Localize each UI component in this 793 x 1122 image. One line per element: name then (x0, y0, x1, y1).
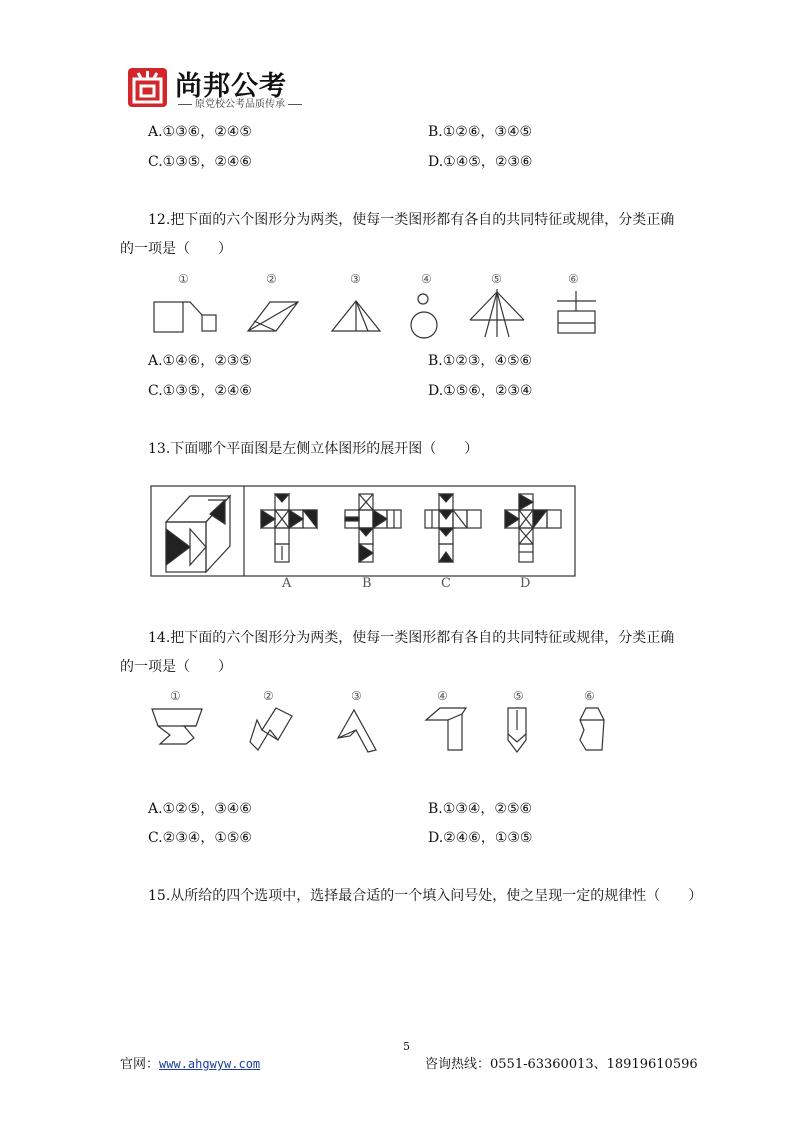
q13-cube (166, 496, 230, 572)
q14-figure-label-1: ① (170, 689, 181, 703)
q13-label-b: B (362, 576, 372, 591)
q13-label-c: C (441, 576, 451, 591)
q14-figure-3 (338, 710, 376, 752)
q13-net-a (261, 494, 317, 562)
q12-figure-label-4: ④ (421, 272, 432, 286)
q13-net-c (425, 494, 481, 562)
q13-net-b (345, 494, 401, 562)
q14-figure-2 (250, 708, 292, 750)
q14-figure-label-5: ⑤ (513, 689, 524, 703)
q14-figure-label-3: ③ (351, 689, 362, 703)
brand-logo-icon (127, 67, 168, 108)
q14-figure-6 (580, 708, 604, 750)
q13-label-d: D (520, 576, 531, 591)
q13-stem: 13.下面哪个平面图是左侧立体图形的展开图（ ） (148, 441, 479, 457)
footer-hotline: 咨询热线：0551-63360013、18919610596 (425, 1057, 698, 1072)
q12-stem-line1: 12.把下面的六个图形分为两类，使每一类图形都有各自的共同特征或规律，分类正确 (148, 212, 675, 228)
q12-figure-2 (248, 302, 298, 331)
q14-option-a: A.①②⑤，③④⑥ (148, 801, 252, 817)
q14-figure-label-6: ⑥ (584, 689, 595, 703)
q12-figure-label-3: ③ (350, 272, 361, 286)
q15-stem: 15.从所给的四个选项中，选择最合适的一个填入问号处，使之呈现一定的规律性（ ） (148, 888, 703, 904)
q11-option-c: C.①③⑤，②④⑥ (148, 154, 252, 170)
q14-figures (140, 700, 620, 760)
q14-figure-label-4: ④ (437, 689, 448, 703)
q11-option-a: A.①③⑥，②④⑤ (148, 124, 252, 140)
q12-figure-label-1: ① (178, 272, 189, 286)
q14-option-b: B.①③④，②⑤⑥ (428, 801, 533, 817)
q14-stem-line2: 的一项是（ ） (120, 659, 232, 675)
q12-figure-3 (332, 301, 380, 331)
q13-figure (150, 484, 578, 580)
footer-website (120, 1053, 260, 1072)
footer-website-label: 官网： (120, 1057, 160, 1072)
q14-option-d: D.②④⑥，①③⑤ (428, 830, 533, 846)
q13-label-a: A (282, 576, 292, 591)
q12-stem-line2: 的一项是（ ） (120, 241, 232, 257)
q11-option-d: D.①④⑤，②③⑥ (428, 154, 533, 170)
q12-option-a: A.①④⑥，②③⑤ (148, 353, 252, 369)
q14-option-c: C.②③④，①⑤⑥ (148, 830, 252, 846)
q12-figures (140, 285, 620, 345)
footer-website-link[interactable]: www.ahgwyw.com (159, 1057, 261, 1071)
q12-figure-6 (557, 291, 596, 333)
q14-figure-label-2: ② (263, 689, 274, 703)
q12-option-d: D.①⑤⑥，②③④ (428, 383, 533, 399)
brand-name: 尚邦公考 (175, 71, 287, 102)
q12-figure-4 (411, 294, 437, 338)
q13-net-d (505, 494, 561, 562)
q12-option-c: C.①③⑤，②④⑥ (148, 383, 252, 399)
q12-option-b: B.①②③，④⑤⑥ (428, 353, 533, 369)
page-number: 5 (403, 1040, 410, 1053)
q12-figure-label-6: ⑥ (568, 272, 579, 286)
q14-stem-line1: 14.把下面的六个图形分为两类，使每一类图形都有各自的共同特征或规律，分类正确 (148, 630, 675, 646)
brand-slogan: 原党校公考品质传承 (175, 95, 305, 110)
q12-figure-label-2: ② (266, 272, 277, 286)
q11-option-b: B.①②⑥，③④⑤ (428, 124, 533, 140)
q12-figure-5 (470, 289, 524, 337)
q12-figure-1 (154, 302, 216, 332)
q12-figure-label-5: ⑤ (491, 272, 502, 286)
